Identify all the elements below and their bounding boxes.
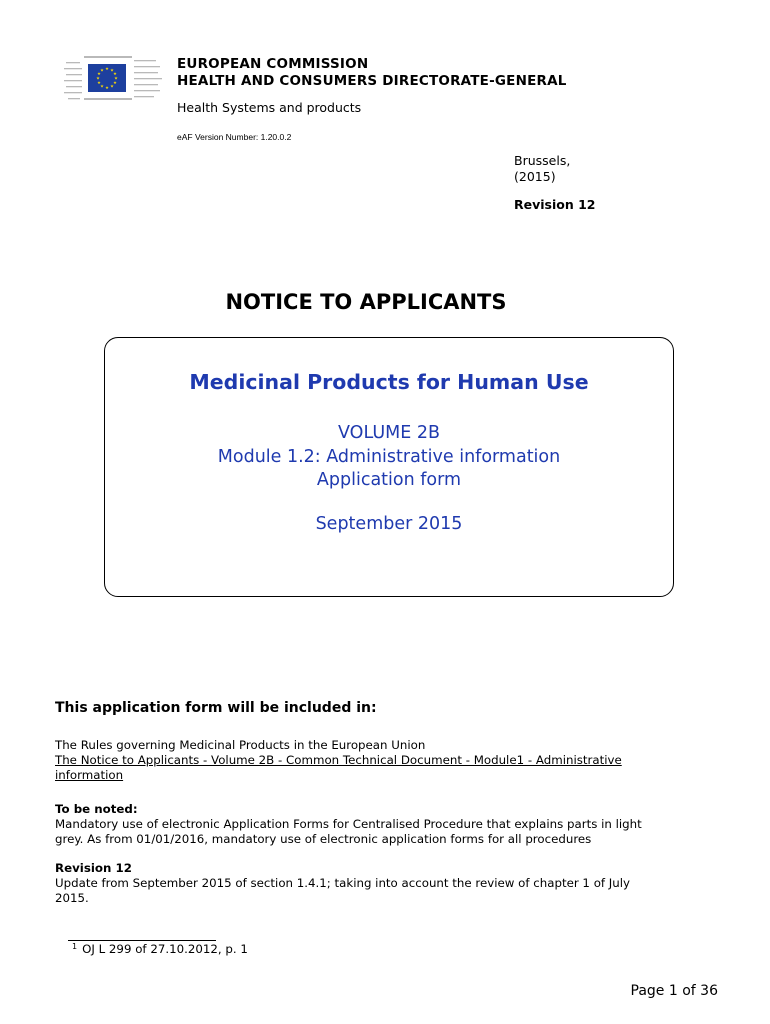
svg-text:★: ★ (113, 80, 117, 85)
svg-text:★: ★ (100, 67, 104, 73)
box-date: September 2015 (315, 514, 463, 534)
volume-label: VOLUME 2B (338, 423, 440, 443)
noted-line2: grey. As from 01/01/2016, mandatory use of electronic application forms for all procedures (55, 832, 592, 846)
noted-line1: Mandatory use of electronic Application Forms for Centralised Procedure that explains parts in light (55, 817, 642, 831)
revision-heading: Revision 12 (55, 861, 132, 875)
revision-text (55, 876, 715, 906)
page-number: Page 1 of 36 (630, 983, 718, 999)
city: Brussels, (514, 153, 571, 168)
footnote (72, 942, 248, 956)
noted-text (55, 817, 715, 847)
noted-heading: To be noted: (55, 802, 138, 816)
included-link[interactable] (55, 753, 715, 783)
year: (2015) (514, 169, 556, 184)
svg-text:★: ★ (96, 75, 100, 81)
revision-line1: Update from September 2015 of section 1.4.1; taking into account the review of chapter 1 of July (55, 876, 631, 890)
svg-text:★: ★ (110, 67, 114, 73)
title-box (104, 337, 674, 597)
module-label: Module 1.2: Administrative information (217, 446, 561, 467)
revision-label: Revision 12 (514, 197, 596, 212)
footnote-separator (68, 940, 216, 941)
svg-text:★: ★ (105, 85, 109, 90)
revision-line2: 2015. (55, 891, 89, 905)
eaf-version: eAF Version Number: 1.20.0.2 (177, 132, 292, 142)
svg-text:★: ★ (113, 71, 117, 76)
footnote-mark: 1 (72, 942, 78, 951)
svg-text:★: ★ (110, 83, 114, 89)
svg-text:★: ★ (97, 71, 101, 76)
svg-text:★: ★ (97, 80, 101, 85)
included-rules: The Rules governing Medicinal Products in the European Union (55, 738, 426, 752)
included-link-line2[interactable]: information (55, 768, 124, 782)
form-label: Application form (316, 470, 462, 490)
organization-name: EUROPEAN COMMISSION (177, 56, 369, 72)
directorate-name: HEALTH AND CONSUMERS DIRECTORATE-GENERAL (177, 73, 567, 89)
page-title: NOTICE TO APPLICANTS (225, 290, 507, 314)
svg-text:★: ★ (100, 83, 104, 89)
svg-text:★: ★ (105, 66, 109, 71)
svg-text:★: ★ (114, 75, 118, 81)
included-link-line1[interactable]: The Notice to Applicants - Volume 2B - Common Technical Document - Module1 - Administrative (55, 753, 622, 767)
footnote-text: OJ L 299 of 27.10.2012, p. 1 (82, 942, 248, 956)
unit-name: Health Systems and products (177, 100, 362, 115)
included-heading: This application form will be included in: (55, 700, 377, 716)
box-subtitle (105, 422, 673, 493)
box-title: Medicinal Products for Human Use (189, 370, 589, 394)
european-commission-logo (64, 54, 164, 102)
